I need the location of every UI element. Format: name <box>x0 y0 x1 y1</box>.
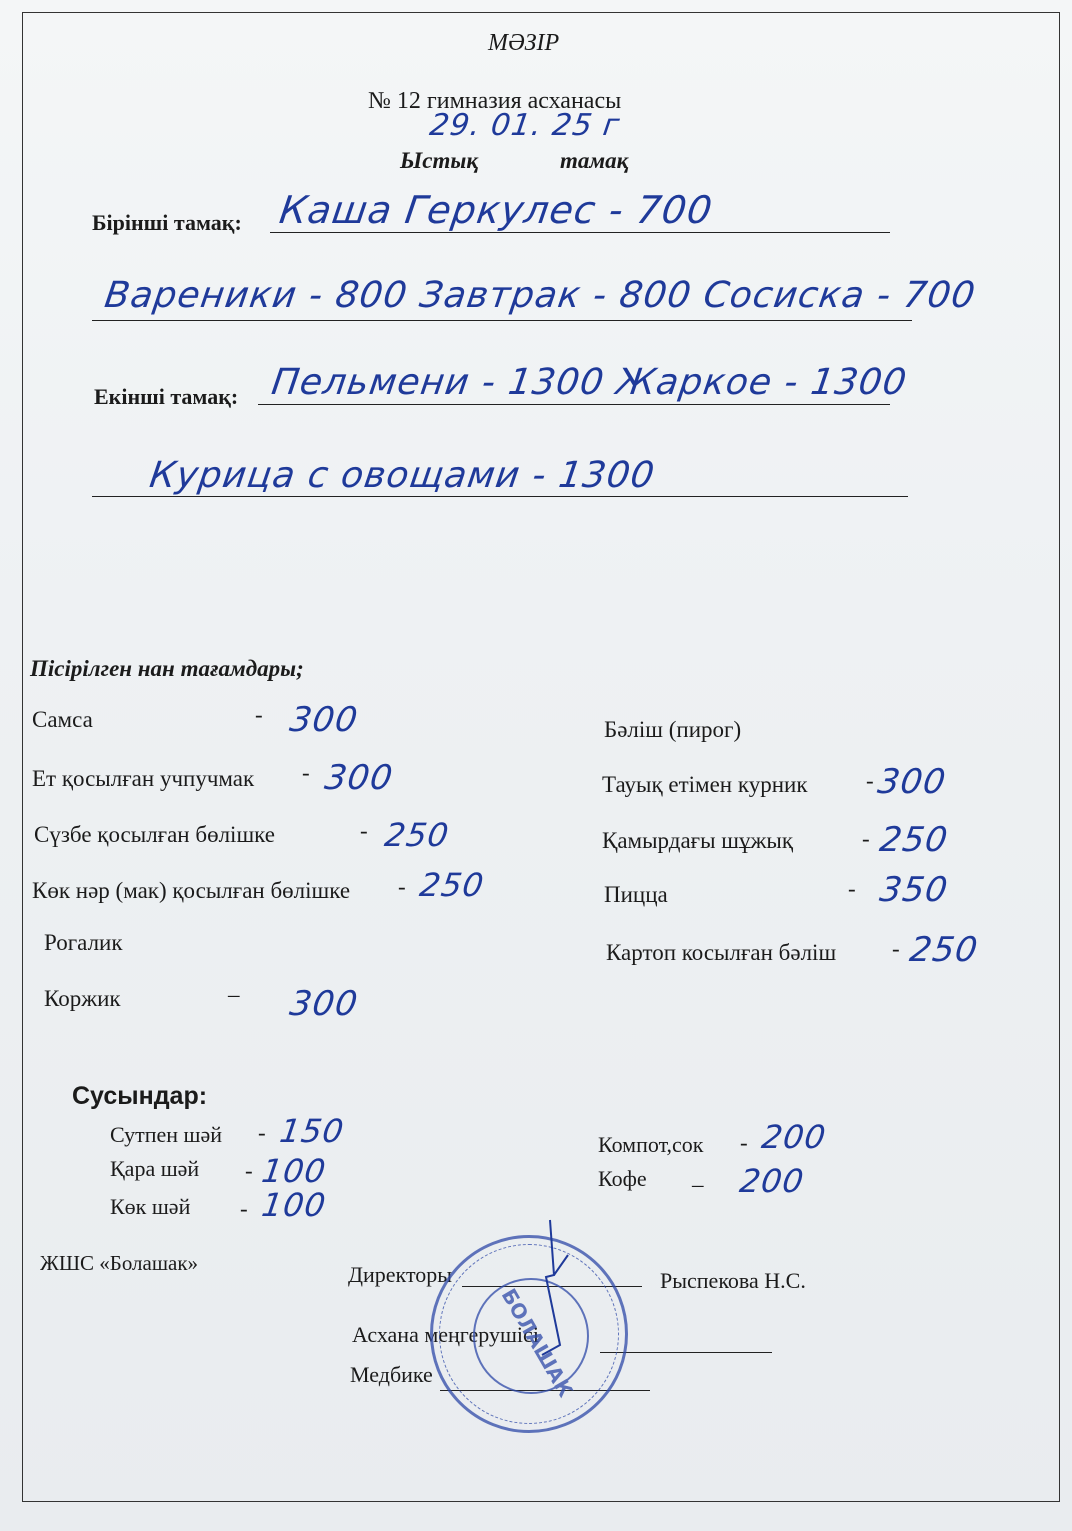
bakery-item-dash: - <box>866 768 874 793</box>
drink-item-dash: - <box>245 1158 253 1183</box>
bakery-item-name: Пицца <box>604 882 668 907</box>
bakery-item-name: Рогалик <box>44 930 123 955</box>
first-course-entry-2: Вареники - 800 Завтрак - 800 Сосиска - 700 <box>102 275 979 316</box>
drink-item-name: Көк шәй <box>110 1194 191 1219</box>
bakery-heading: Пісірілген нан тағамдары; <box>30 656 304 681</box>
bakery-item-name: Сүзбе қосылған бөлішке <box>34 822 275 847</box>
second-course-underline-1 <box>258 404 890 405</box>
bakery-item-dash: - <box>862 826 870 851</box>
second-course-underline-2 <box>92 496 908 497</box>
director-signature <box>520 1215 580 1365</box>
drink-item-dash: - <box>240 1196 248 1221</box>
drink-item-price: 100 <box>259 1186 329 1224</box>
drinks-heading: Сусындар: <box>72 1082 208 1110</box>
bakery-item-name: Бәліш (пирог) <box>604 717 742 742</box>
drink-item-price: 150 <box>277 1112 347 1150</box>
drink-item-name: Сутпен шәй <box>110 1122 223 1147</box>
menu-subtitle: № 12 гимназия асханасы <box>368 88 622 114</box>
bakery-item-dash: - <box>360 818 368 843</box>
handwritten-date: 29. 01. 25 г <box>427 108 623 143</box>
bakery-item-price: 350 <box>877 870 951 910</box>
first-course-underline-1 <box>270 232 890 233</box>
drink-item-name: Кофе <box>598 1166 647 1191</box>
director-label: Директоры <box>348 1262 453 1287</box>
director-name: Рыспекова Н.С. <box>660 1268 806 1293</box>
bakery-item-name: Самса <box>32 707 93 732</box>
meal-type-left: Ыстық <box>400 148 479 173</box>
second-course-entry-2: Курица с овощами - 1300 <box>147 455 658 496</box>
bakery-item-dash: - <box>848 876 856 901</box>
bakery-item-price: 300 <box>287 984 361 1024</box>
bakery-item-price: 250 <box>877 820 951 860</box>
second-course-entry-1: Пельмени - 1300 Жаркое - 1300 <box>269 362 910 403</box>
drink-item-dash: - <box>740 1130 748 1155</box>
kitchen-head-label: Асхана меңгерушісі <box>352 1322 539 1347</box>
company-name: ЖШС «Болашак» <box>40 1251 199 1275</box>
drink-item-price: 200 <box>759 1118 829 1156</box>
bakery-item-dash: - <box>892 936 900 961</box>
drink-item-price: 200 <box>737 1162 807 1200</box>
first-course-label: Бірінші тамақ: <box>92 210 242 235</box>
bakery-item-name: Коржик <box>44 986 121 1011</box>
bakery-item-price: 300 <box>287 700 361 740</box>
drink-item-price: 100 <box>259 1152 329 1190</box>
bakery-item-price: 250 <box>417 866 487 904</box>
drink-item-name: Компот,сок <box>598 1132 704 1157</box>
bakery-item-dash: – <box>228 982 240 1007</box>
bakery-item-dash: - <box>255 702 263 727</box>
drink-item-dash: - <box>258 1120 266 1145</box>
stamp-center-text: БОЛАШАК <box>496 1284 578 1402</box>
bakery-item-price: 300 <box>875 762 949 802</box>
bakery-item-name: Қамырдағы шұжық <box>602 828 794 853</box>
bakery-item-name: Тауық етімен курник <box>602 772 808 797</box>
bakery-item-price: 300 <box>322 758 396 798</box>
bakery-item-dash: - <box>302 760 310 785</box>
first-course-entry-1: Каша Геркулес - 700 <box>276 188 716 232</box>
bakery-item-price: 250 <box>382 816 452 854</box>
bakery-item-name: Картоп косылған бәліш <box>606 940 837 965</box>
meal-type-right: тамақ <box>560 148 629 173</box>
bakery-item-price: 250 <box>907 930 981 970</box>
drink-item-name: Қара шәй <box>110 1156 200 1181</box>
drink-item-dash: – <box>692 1172 704 1197</box>
bakery-item-dash: - <box>398 874 406 899</box>
bakery-item-name: Ет қосылған учпучмак <box>32 766 255 791</box>
second-course-label: Екінші тамақ: <box>94 384 239 409</box>
bakery-item-name: Көк нәр (мак) қосылған бөлішке <box>32 878 351 903</box>
first-course-underline-2 <box>92 320 912 321</box>
nurse-label: Медбике <box>350 1362 433 1387</box>
menu-title: МӘЗІР <box>488 30 560 56</box>
